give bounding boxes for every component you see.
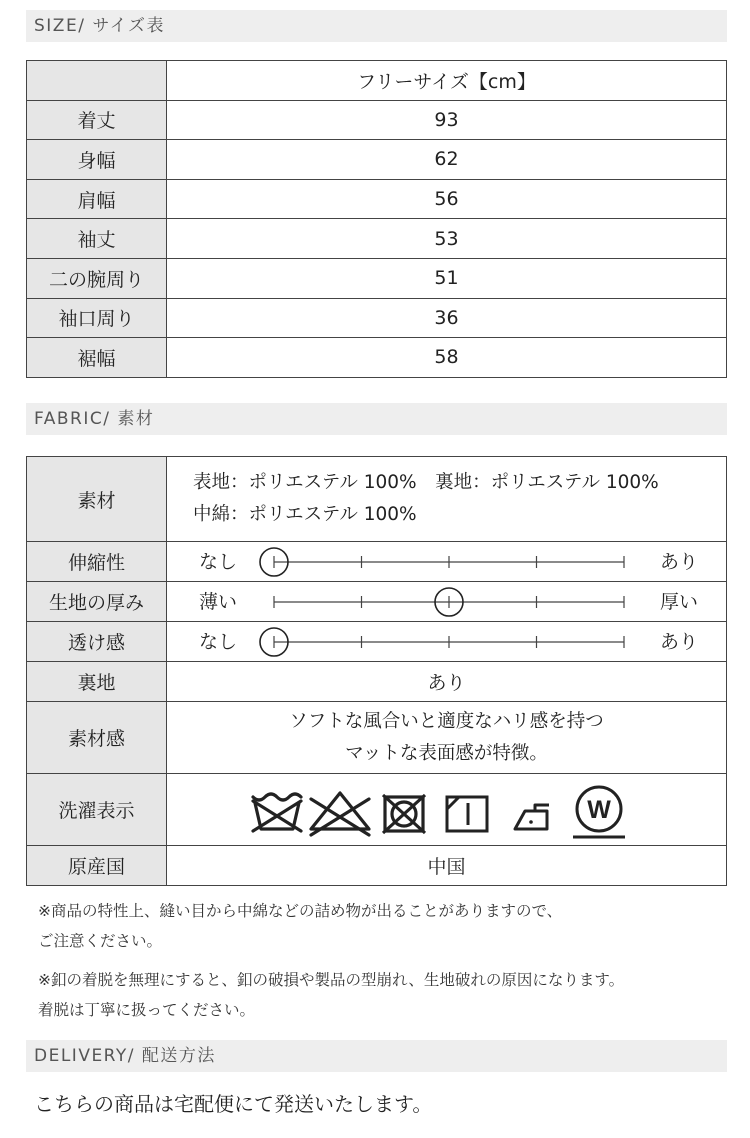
care-icons (167, 774, 727, 846)
feel-row (27, 702, 727, 774)
care-symbols (247, 779, 647, 841)
material-label: 素材 (27, 457, 167, 542)
sheer-left-label: なし (199, 631, 238, 653)
table-row (27, 258, 727, 298)
thickness-left-label: 薄い (199, 591, 238, 613)
no-tumble-dry-icon (383, 795, 425, 833)
size-label: 着丈 (27, 100, 167, 140)
thickness-label: 生地の厚み (27, 582, 167, 622)
fabric-section-header: FABRIC/ 素材 (26, 403, 727, 435)
feel-line-1: ソフトな風合いと適度なハリ感を持つ (289, 710, 604, 732)
origin-value: 中国 (167, 846, 727, 886)
wet-clean-icon (573, 787, 625, 837)
stretch-label: 伸縮性 (27, 542, 167, 582)
low-iron-icon (515, 805, 549, 829)
care-row (27, 774, 727, 846)
sheer-row (27, 622, 727, 662)
thickness-scale-graphic (167, 582, 727, 622)
care-label: 洗濯表示 (27, 774, 167, 846)
note-2-line-2: 着脱は丁寧に扱ってください。 (38, 1001, 256, 1019)
table-row (27, 140, 727, 180)
size-value: 51 (167, 258, 727, 298)
line-dry-icon (447, 797, 487, 831)
feel-value (167, 702, 727, 774)
note-2 (38, 965, 728, 1025)
sheer-scale-graphic (167, 622, 727, 662)
note-2-line-1: ※釦の着脱を無理にすると、釦の破損や製品の型崩れ、生地破れの原因になります。 (38, 971, 625, 989)
stretch-left-label: なし (199, 551, 238, 573)
no-bleach-icon (311, 793, 369, 835)
note-1-line-1: ※商品の特性上、縫い目から中綿などの詰め物が出ることがありますので、 (38, 902, 563, 920)
material-row (27, 457, 727, 542)
stretch-right-label: あり (659, 551, 698, 573)
size-section-header: SIZE/ サイズ表 (26, 10, 727, 42)
table-row (27, 338, 727, 378)
size-value: 62 (167, 140, 727, 180)
sheer-scale (167, 622, 727, 662)
size-table (26, 60, 727, 378)
size-value: 53 (167, 219, 727, 259)
size-value: 58 (167, 338, 727, 378)
size-label: 袖丈 (27, 219, 167, 259)
size-value: 56 (167, 179, 727, 219)
sheer-label: 透け感 (27, 622, 167, 662)
table-row (27, 219, 727, 259)
size-label: 袖口周り (27, 298, 167, 338)
material-line-1: 表地：ポリエステル 100% 裏地：ポリエステル 100% (193, 472, 659, 493)
note-1 (38, 896, 728, 956)
note-1-line-2: ご注意ください。 (38, 932, 163, 950)
feel-line-2: マットな表面感が特徴。 (345, 742, 548, 764)
table-row (27, 179, 727, 219)
stretch-row (27, 542, 727, 582)
sheer-right-label: あり (659, 631, 698, 653)
thickness-scale (167, 582, 727, 622)
lining-label: 裏地 (27, 662, 167, 702)
lining-row (27, 662, 727, 702)
delivery-section-header: DELIVERY/ 配送方法 (26, 1040, 727, 1072)
stretch-scale (167, 542, 727, 582)
origin-row (27, 846, 727, 886)
origin-label: 原産国 (27, 846, 167, 886)
table-row (27, 100, 727, 140)
material-line-2: 中綿：ポリエステル 100% (193, 504, 417, 525)
size-value: 36 (167, 298, 727, 338)
thickness-right-label: 厚い (659, 591, 698, 613)
feel-label: 素材感 (27, 702, 167, 774)
size-value: 93 (167, 100, 727, 140)
table-row (27, 298, 727, 338)
thickness-row (27, 582, 727, 622)
no-wash-icon (253, 794, 301, 831)
size-header-row (27, 61, 727, 101)
size-header-blank (27, 61, 167, 101)
size-label: 身幅 (27, 140, 167, 180)
delivery-text: こちらの商品は宅配便にて発送いたします。 (34, 1092, 433, 1116)
size-label: 二の腕周り (27, 258, 167, 298)
svg-text:W: W (586, 795, 611, 824)
size-label: 裾幅 (27, 338, 167, 378)
material-value (167, 457, 727, 542)
size-label: 肩幅 (27, 179, 167, 219)
stretch-scale-graphic (167, 542, 727, 582)
size-column-header: フリーサイズ【cm】 (167, 61, 727, 101)
lining-value: あり (167, 662, 727, 702)
fabric-table (26, 456, 727, 886)
